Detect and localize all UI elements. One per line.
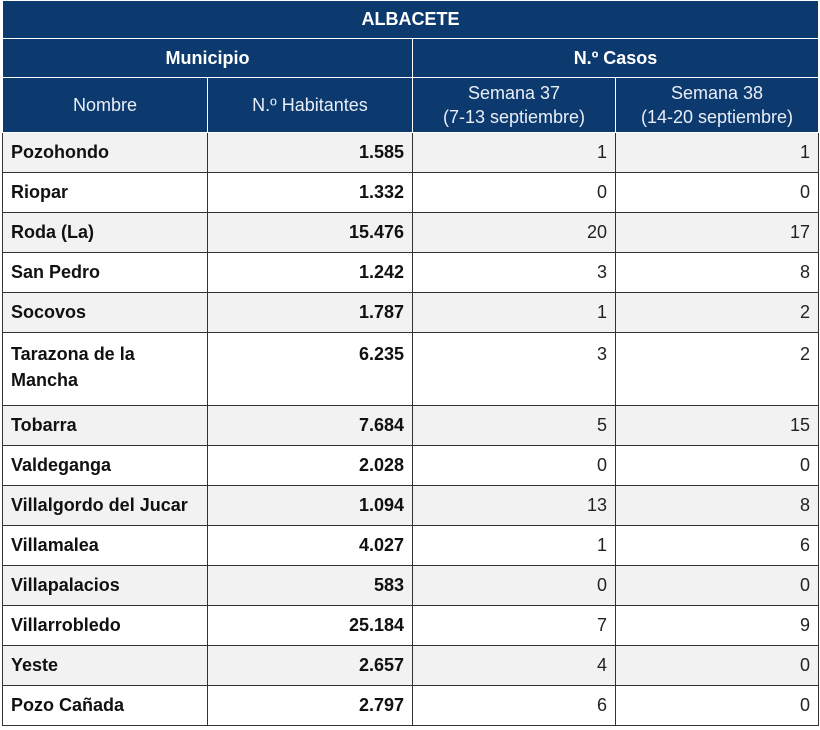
row-nombre: Riopar <box>3 173 208 213</box>
table-row <box>3 133 819 173</box>
column-header-semana37 <box>413 78 616 133</box>
row-habitantes: 2.797 <box>208 686 413 726</box>
row-nombre: Pozo Cañada <box>3 686 208 726</box>
column-header-row <box>3 78 819 133</box>
row-semana38: 15 <box>616 406 819 446</box>
row-habitantes: 6.235 <box>208 333 413 406</box>
table-row <box>3 486 819 526</box>
row-semana37: 6 <box>413 686 616 726</box>
semana38-label: Semana 38 <box>670 83 764 103</box>
row-semana38: 8 <box>616 253 819 293</box>
row-habitantes: 7.684 <box>208 406 413 446</box>
table-title: ALBACETE <box>3 1 819 39</box>
table-row <box>3 406 819 446</box>
column-header-habitantes: N.º Habitantes <box>208 78 413 133</box>
table-row <box>3 333 819 406</box>
table-row <box>3 253 819 293</box>
row-semana38: 0 <box>616 173 819 213</box>
row-semana38: 1 <box>616 133 819 173</box>
row-semana37: 1 <box>413 526 616 566</box>
group-header-municipio: Municipio <box>3 39 413 78</box>
row-semana37: 0 <box>413 566 616 606</box>
row-habitantes: 1.787 <box>208 293 413 333</box>
row-habitantes: 1.242 <box>208 253 413 293</box>
row-nombre: Roda (La) <box>3 213 208 253</box>
table-row <box>3 293 819 333</box>
row-semana37: 7 <box>413 606 616 646</box>
column-header-nombre: Nombre <box>3 78 208 133</box>
row-semana37: 3 <box>413 333 616 406</box>
row-habitantes: 583 <box>208 566 413 606</box>
table-row <box>3 526 819 566</box>
row-nombre: Socovos <box>3 293 208 333</box>
row-nombre: Villalgordo del Jucar <box>3 486 208 526</box>
row-semana37: 3 <box>413 253 616 293</box>
row-semana37: 4 <box>413 646 616 686</box>
row-semana37: 1 <box>413 293 616 333</box>
row-nombre: Tobarra <box>3 406 208 446</box>
row-semana38: 0 <box>616 446 819 486</box>
group-header-casos: N.º Casos <box>413 39 819 78</box>
row-nombre: Villapalacios <box>3 566 208 606</box>
table-row <box>3 686 819 726</box>
semana37-dates: (7-13 septiembre) <box>442 107 586 127</box>
row-nombre: Valdeganga <box>3 446 208 486</box>
row-semana37: 5 <box>413 406 616 446</box>
row-habitantes: 25.184 <box>208 606 413 646</box>
table-title-row <box>3 1 819 39</box>
row-semana38: 2 <box>616 293 819 333</box>
row-semana38: 6 <box>616 526 819 566</box>
row-habitantes: 15.476 <box>208 213 413 253</box>
row-semana37: 20 <box>413 213 616 253</box>
row-habitantes: 4.027 <box>208 526 413 566</box>
table-row <box>3 446 819 486</box>
group-header-row <box>3 39 819 78</box>
row-semana38: 8 <box>616 486 819 526</box>
row-habitantes: 1.094 <box>208 486 413 526</box>
row-semana37: 13 <box>413 486 616 526</box>
row-semana37: 0 <box>413 446 616 486</box>
row-habitantes: 2.028 <box>208 446 413 486</box>
row-nombre: Yeste <box>3 646 208 686</box>
row-nombre: Tarazona de la Mancha <box>3 333 208 406</box>
row-nombre: Villamalea <box>3 526 208 566</box>
row-semana37: 1 <box>413 133 616 173</box>
semana37-label: Semana 37 <box>467 83 561 103</box>
row-semana37: 0 <box>413 173 616 213</box>
row-semana38: 0 <box>616 686 819 726</box>
row-nombre: Pozohondo <box>3 133 208 173</box>
column-header-semana38 <box>616 78 819 133</box>
row-semana38: 2 <box>616 333 819 406</box>
table-row <box>3 213 819 253</box>
row-habitantes: 1.585 <box>208 133 413 173</box>
row-habitantes: 1.332 <box>208 173 413 213</box>
row-semana38: 17 <box>616 213 819 253</box>
table-row <box>3 173 819 213</box>
cases-table <box>2 0 819 726</box>
row-habitantes: 2.657 <box>208 646 413 686</box>
row-semana38: 0 <box>616 566 819 606</box>
semana38-dates: (14-20 septiembre) <box>640 107 794 127</box>
table-row <box>3 566 819 606</box>
row-semana38: 9 <box>616 606 819 646</box>
table-row <box>3 646 819 686</box>
row-semana38: 0 <box>616 646 819 686</box>
row-nombre: Villarrobledo <box>3 606 208 646</box>
row-nombre: San Pedro <box>3 253 208 293</box>
table-row <box>3 606 819 646</box>
